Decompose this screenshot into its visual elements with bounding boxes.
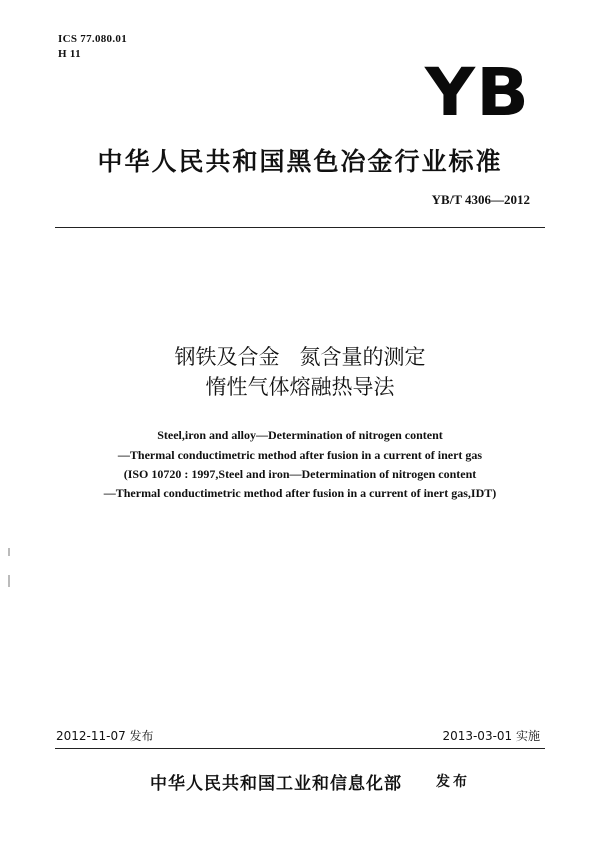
yb-logo: YB — [424, 54, 530, 131]
chinese-title-line-1: 钢铁及合金 氮含量的测定 — [174, 345, 426, 369]
chinese-title-line-2: 惰性气体熔融热导法 — [205, 375, 395, 399]
publish-label: 发布 — [436, 774, 470, 790]
publisher-name: 中华人民共和国工业和信息化部 — [150, 774, 402, 794]
english-title-line-1: Steel,iron and alloy—Determination of nitrogen content — [157, 428, 443, 442]
scan-edge-mark — [8, 575, 10, 587]
issue-date: 2012-11-07 发布 — [56, 729, 154, 743]
english-title-line-4: —Thermal conductimetric method after fusion in a current of inert gas,IDT) — [103, 486, 497, 500]
standard-organization-title: 中华人民共和国黑色冶金行业标准 — [97, 147, 503, 176]
english-title-line-3: (ISO 10720 : 1997,Steel and iron—Determination of nitrogen content — [123, 467, 477, 481]
top-divider — [55, 227, 545, 228]
english-title-line-2: —Thermal conductimetric method after fusion in a current of inert gas — [117, 448, 483, 462]
standard-code: YB/T 4306—2012 — [431, 192, 530, 207]
implementation-date: 2013-03-01 实施 — [442, 729, 540, 743]
category-code: H 11 — [58, 48, 81, 60]
scan-edge-mark — [8, 548, 10, 556]
bottom-divider — [55, 748, 545, 749]
ics-code: ICS 77.080.01 — [58, 33, 127, 45]
